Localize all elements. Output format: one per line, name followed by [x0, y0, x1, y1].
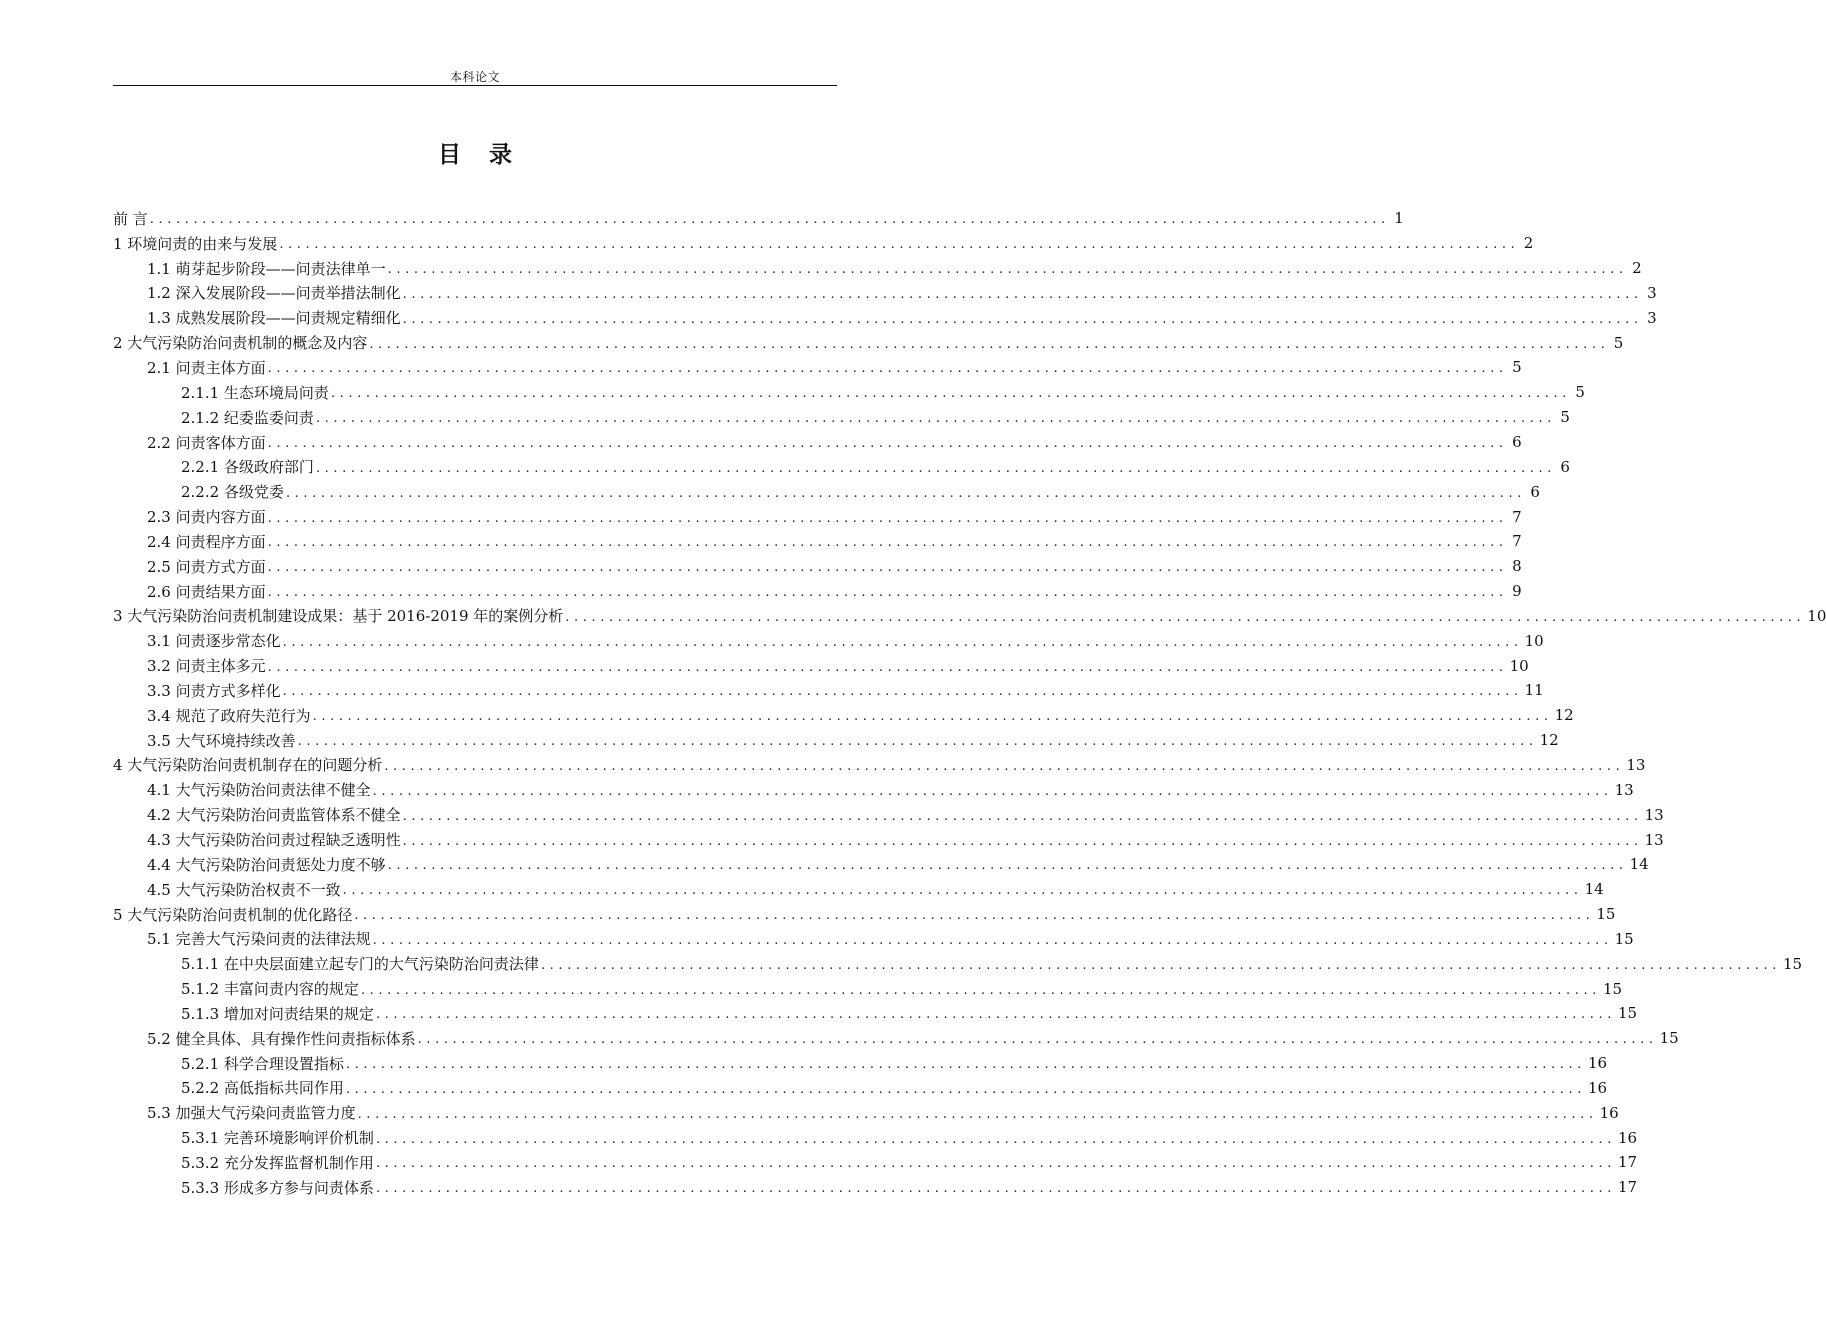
toc-entry[interactable]: [113, 703, 1574, 728]
toc-dot-leader: ..............................................................................................................................................: [267, 510, 1508, 526]
toc-entry-title: 5.1 完善大气污染问责的法律法规: [147, 930, 371, 949]
toc-entry[interactable]: [113, 231, 1534, 256]
toc-page-number: 13: [1644, 830, 1664, 849]
toc-entry-title: 3.5 大气环境持续改善: [147, 731, 296, 750]
toc-dot-leader: ..............................................................................................................................................: [315, 460, 1556, 476]
toc-entry[interactable]: [113, 1001, 1638, 1026]
toc-entry-title: 3.3 问责方式多样化: [147, 681, 281, 700]
toc-dot-leader: ..............................................................................................................................................: [267, 659, 1508, 675]
toc-entry[interactable]: [113, 902, 1616, 927]
toc-dot-leader: ..............................................................................................................................................: [149, 212, 1390, 228]
toc-dot-leader: ..............................................................................................................................................: [267, 585, 1508, 601]
toc-page-number: 12: [1554, 706, 1574, 725]
toc-dot-leader: ..............................................................................................................................................: [372, 783, 1613, 799]
toc-entry-title: 3.1 问责逐步常态化: [147, 632, 281, 651]
toc-entry-title: 4.5 大气污染防治权责不一致: [147, 880, 341, 899]
toc-entry[interactable]: [113, 430, 1522, 455]
toc-page-number: 6: [1530, 482, 1540, 501]
toc-page-number: 16: [1599, 1103, 1619, 1122]
toc-page-number: 6: [1560, 457, 1570, 476]
header-rule: [113, 85, 837, 86]
toc-page-number: 3: [1647, 283, 1657, 302]
toc-page-number: 7: [1512, 532, 1522, 551]
toc-entry[interactable]: [113, 330, 1624, 355]
toc-dot-leader: ..............................................................................................................................................: [402, 286, 1643, 302]
toc-page-number: 15: [1602, 979, 1623, 998]
toc-entry-title: 5.3.3 形成多方参与问责体系: [181, 1178, 374, 1197]
toc-entry-title: 1.2 深入发展阶段——问责举措法制化: [147, 284, 401, 303]
toc-entry[interactable]: [113, 728, 1559, 753]
toc-entry[interactable]: [113, 305, 1657, 330]
toc-entry-title: 4.4 大气污染防治问责惩处力度不够: [147, 855, 386, 874]
toc-entry-title: 4.3 大气污染防治问责过程缺乏透明性: [147, 831, 401, 850]
toc-page-number: 8: [1512, 557, 1522, 576]
toc-page-number: 5: [1512, 358, 1522, 377]
toc-entry-title: 2.1.1 生态环境局问责: [181, 383, 329, 402]
toc-entry-title: 5.1.3 增加对问责结果的规定: [181, 1004, 374, 1023]
toc-entry-title: 3.4 规范了政府失范行为: [147, 706, 311, 725]
toc-page-number: 15: [1617, 1004, 1638, 1023]
toc-entry-title: 5.2.1 科学合理设置指标: [181, 1054, 344, 1073]
toc-dot-leader: ..............................................................................................................................................: [375, 1156, 1616, 1172]
toc-page-number: 17: [1617, 1153, 1638, 1172]
toc-page-number: 16: [1587, 1054, 1608, 1073]
toc-page-number: 15: [1782, 954, 1803, 973]
toc-entry[interactable]: [113, 827, 1664, 852]
toc-entry[interactable]: [113, 380, 1585, 405]
toc-dot-leader: ..............................................................................................................................................: [384, 758, 1625, 774]
toc-dot-leader: ..............................................................................................................................................: [345, 1081, 1586, 1097]
toc-page-number: 15: [1614, 929, 1634, 948]
toc-page-number: 12: [1539, 731, 1559, 750]
toc-entry[interactable]: [113, 653, 1529, 678]
toc-dot-leader: ..............................................................................................................................................: [402, 833, 1643, 849]
toc-entry[interactable]: [113, 777, 1634, 802]
toc-page-number: 14: [1629, 855, 1649, 874]
toc-dot-leader: ..............................................................................................................................................: [315, 411, 1556, 427]
toc-entry-title: 1.1 萌芽起步阶段——问责法律单一: [147, 259, 386, 278]
toc-dot-leader: ..............................................................................................................................................: [279, 237, 1520, 253]
toc-page-number: 13: [1644, 805, 1664, 824]
toc-dot-leader: ..............................................................................................................................................: [357, 1106, 1598, 1122]
toc-entry[interactable]: [113, 1051, 1608, 1076]
toc-page-number: 16: [1617, 1128, 1638, 1147]
toc-entry[interactable]: [113, 604, 1826, 629]
running-header: 本科论文: [449, 70, 500, 84]
toc-page-number: 13: [1626, 755, 1646, 774]
toc-page-number: 5: [1560, 408, 1570, 427]
toc-entry-title: 5.2 健全具体、具有操作性问责指标体系: [147, 1029, 416, 1048]
toc-page-number: 3: [1647, 308, 1657, 327]
toc-entry-title: 2.2.1 各级政府部门: [181, 458, 314, 477]
toc-title: 目 录: [437, 142, 522, 168]
toc-page-number: 9: [1512, 582, 1522, 601]
toc-dot-leader: ..............................................................................................................................................: [267, 361, 1508, 377]
toc-entry-title: 5.1.2 丰富问责内容的规定: [181, 980, 359, 999]
toc-page-number: 10: [1807, 606, 1826, 625]
toc-page-number: 15: [1659, 1029, 1679, 1048]
toc-dot-leader: ..............................................................................................................................................: [369, 336, 1610, 352]
toc-entry[interactable]: [113, 504, 1522, 529]
toc-entry-title: 2.1.2 纪委监委问责: [181, 408, 314, 427]
toc-dot-leader: ..............................................................................................................................................: [354, 908, 1595, 924]
toc-entry-title: 5 大气污染防治问责机制的优化路径: [113, 905, 353, 924]
toc-entry-title: 2.2 问责客体方面: [147, 433, 266, 452]
toc-dot-leader: ..............................................................................................................................................: [330, 386, 1571, 402]
toc-entry-title: 3 大气污染防治问责机制建设成果：基于 2016-2019 年的案例分析: [113, 607, 564, 626]
toc-dot-leader: ..............................................................................................................................................: [282, 634, 1523, 650]
toc-dot-leader: ..............................................................................................................................................: [402, 808, 1643, 824]
toc-entry[interactable]: [113, 206, 1404, 231]
toc-entry[interactable]: [113, 1175, 1638, 1200]
toc-page-number: 13: [1614, 780, 1634, 799]
toc-page-number: 7: [1512, 507, 1522, 526]
toc-entry[interactable]: [113, 454, 1570, 479]
toc-entry-title: 3.2 问责主体多元: [147, 657, 266, 676]
toc-dot-leader: ..............................................................................................................................................: [342, 883, 1583, 899]
toc-page-number: 2: [1632, 259, 1642, 278]
toc-page-number: 5: [1575, 383, 1585, 402]
toc-entry[interactable]: [113, 479, 1540, 504]
toc-dot-leader: ..............................................................................................................................................: [345, 1057, 1586, 1073]
toc-entry[interactable]: [113, 678, 1544, 703]
toc-page-number: 17: [1617, 1178, 1638, 1197]
toc-entry[interactable]: [113, 1026, 1679, 1051]
toc-entry-title: 5.2.2 高低指标共同作用: [181, 1079, 344, 1098]
toc-entry[interactable]: [113, 753, 1646, 778]
toc-dot-leader: ..............................................................................................................................................: [312, 709, 1553, 725]
toc-entry-title: 2.1 问责主体方面: [147, 358, 266, 377]
toc-dot-leader: ..............................................................................................................................................: [417, 1032, 1658, 1048]
toc-page-number: 2: [1523, 234, 1534, 253]
toc-entry[interactable]: [113, 852, 1649, 877]
toc-dot-leader: ..............................................................................................................................................: [267, 535, 1508, 551]
toc-page-number: 15: [1596, 905, 1616, 924]
toc-entry-title: 4.1 大气污染防治问责法律不健全: [147, 781, 371, 800]
toc-dot-leader: ..............................................................................................................................................: [375, 1007, 1616, 1023]
toc-entry[interactable]: [113, 951, 1803, 976]
toc-entry-title: 2 大气污染防治问责机制的概念及内容: [113, 334, 368, 353]
toc-entry-title: 2.4 问责程序方面: [147, 532, 266, 551]
toc-entry[interactable]: [113, 579, 1522, 604]
toc-dot-leader: ..............................................................................................................................................: [267, 436, 1508, 452]
toc-entry-title: 4 大气污染防治问责机制存在的问题分析: [113, 756, 383, 775]
toc-dot-leader: ..............................................................................................................................................: [267, 560, 1508, 576]
toc-entry-title: 5.1.1 在中央层面建立起专门的大气污染防治问责法律: [181, 955, 539, 974]
toc-dot-leader: ..............................................................................................................................................: [285, 485, 1526, 501]
toc-entry-title: 1 环境问责的由来与发展: [113, 234, 278, 253]
toc-page-number: 5: [1613, 333, 1624, 352]
toc-dot-leader: ..............................................................................................................................................: [565, 609, 1806, 625]
toc-dot-leader: ..............................................................................................................................................: [375, 1181, 1616, 1197]
toc-entry[interactable]: [113, 976, 1623, 1001]
toc-entry[interactable]: [113, 1076, 1608, 1101]
toc-dot-leader: ..............................................................................................................................................: [387, 262, 1628, 278]
toc-page-number: 16: [1587, 1078, 1608, 1097]
toc-dot-leader: ..............................................................................................................................................: [360, 982, 1601, 998]
toc-page-number: 10: [1509, 656, 1529, 675]
toc-entry[interactable]: [113, 355, 1522, 380]
toc-dot-leader: ..............................................................................................................................................: [282, 684, 1523, 700]
toc-page-number: 11: [1524, 681, 1544, 700]
toc-entry-title: 2.3 问责内容方面: [147, 508, 266, 527]
toc-dot-leader: ..............................................................................................................................................: [402, 311, 1643, 327]
toc-entry[interactable]: [113, 628, 1544, 653]
toc-entry-title: 5.3.2 充分发挥监督机制作用: [181, 1153, 374, 1172]
toc-entry[interactable]: [113, 256, 1642, 281]
toc-entry-title: 前 言: [113, 209, 148, 228]
toc-dot-leader: ..............................................................................................................................................: [540, 957, 1781, 973]
toc-entry[interactable]: [113, 1150, 1638, 1175]
toc-entry[interactable]: [113, 802, 1664, 827]
toc-dot-leader: ..............................................................................................................................................: [372, 932, 1613, 948]
toc-entry-title: 1.3 成熟发展阶段——问责规定精细化: [147, 309, 401, 328]
toc-entry[interactable]: [113, 405, 1570, 430]
toc-page-number: 1: [1394, 209, 1404, 228]
toc-entry-title: 4.2 大气污染防治问责监管体系不健全: [147, 806, 401, 825]
toc-page-number: 14: [1584, 880, 1604, 899]
toc-entry[interactable]: [113, 926, 1634, 951]
toc-entry-title: 2.6 问责结果方面: [147, 582, 266, 601]
toc-entry[interactable]: [113, 877, 1604, 902]
toc-page-number: 10: [1524, 631, 1544, 650]
toc-entry[interactable]: [113, 529, 1522, 554]
toc-dot-leader: ..............................................................................................................................................: [375, 1131, 1616, 1147]
toc-entry[interactable]: [113, 1125, 1638, 1150]
toc-entry[interactable]: [113, 1100, 1619, 1125]
toc-list: [113, 206, 1826, 1200]
toc-page-number: 6: [1512, 433, 1522, 452]
toc-entry-title: 5.3.1 完善环境影响评价机制: [181, 1129, 374, 1148]
toc-entry-title: 5.3 加强大气污染问责监管力度: [147, 1104, 356, 1123]
toc-entry-title: 2.2.2 各级党委: [181, 483, 284, 502]
toc-dot-leader: ..............................................................................................................................................: [297, 734, 1538, 750]
toc-entry-title: 2.5 问责方式方面: [147, 557, 266, 576]
toc-dot-leader: ..............................................................................................................................................: [387, 858, 1628, 874]
toc-entry[interactable]: [113, 554, 1522, 579]
toc-entry[interactable]: [113, 281, 1657, 306]
